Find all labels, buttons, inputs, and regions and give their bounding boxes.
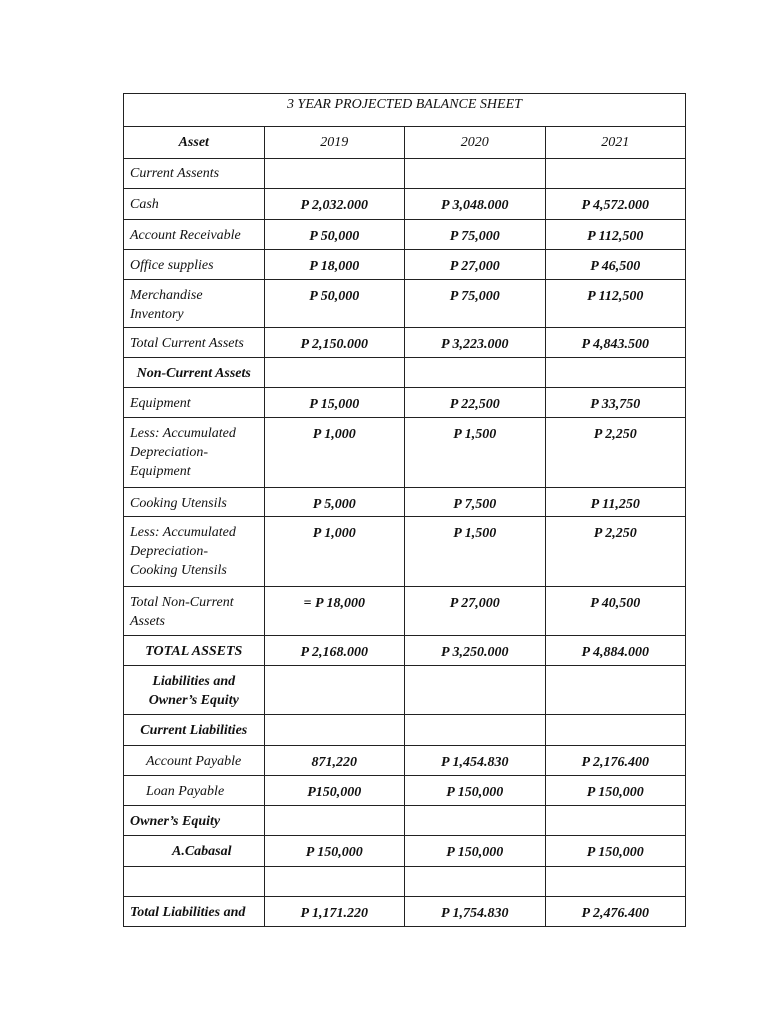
row-value: P 1,454.830	[405, 746, 546, 776]
row-value: P 27,000	[405, 250, 546, 280]
row-value: P 2,250	[545, 517, 686, 587]
header-year-2021: 2021	[545, 127, 686, 159]
row-value: P 1,500	[405, 418, 546, 488]
row-value	[264, 806, 405, 836]
row-value: P 1,171.220	[264, 897, 405, 927]
header-year-2020: 2020	[405, 127, 546, 159]
row-value	[545, 666, 686, 715]
row-value: P 2,476.400	[545, 897, 686, 927]
row-value	[405, 358, 546, 388]
row-value	[264, 358, 405, 388]
row-value: P 27,000	[405, 587, 546, 636]
row-value: P 75,000	[405, 220, 546, 250]
row-label	[124, 867, 265, 897]
row-value: P 50,000	[264, 220, 405, 250]
table-title: 3 YEAR PROJECTED BALANCE SHEET	[124, 94, 686, 127]
row-value: P 2,176.400	[545, 746, 686, 776]
row-value: P 2,168.000	[264, 636, 405, 666]
row-value: P 3,223.000	[405, 328, 546, 358]
row-value: P 1,500	[405, 517, 546, 587]
row-value	[264, 867, 405, 897]
row-value: P 50,000	[264, 280, 405, 328]
row-label: Less: Accumulated Depreciation- Equipment	[124, 418, 265, 488]
row-label: Account Receivable	[124, 220, 265, 250]
row-value: P 1,000	[264, 418, 405, 488]
row-label: Cooking Utensils	[124, 488, 265, 517]
row-value: P 40,500	[545, 587, 686, 636]
row-value: P 3,250.000	[405, 636, 546, 666]
row-value: P 112,500	[545, 220, 686, 250]
row-value: P 150,000	[545, 836, 686, 867]
row-value	[405, 666, 546, 715]
row-value	[405, 867, 546, 897]
row-value: P 75,000	[405, 280, 546, 328]
row-value: P 2,032.000	[264, 189, 405, 220]
row-value: P 33,750	[545, 388, 686, 418]
row-value	[545, 159, 686, 189]
row-value: P 150,000	[405, 776, 546, 806]
row-value: P 4,884.000	[545, 636, 686, 666]
row-label: Liabilities and Owner’s Equity	[124, 666, 265, 715]
row-value: P 1,754.830	[405, 897, 546, 927]
row-value: P 22,500	[405, 388, 546, 418]
row-label: A.Cabasal	[124, 836, 265, 867]
row-label: TOTAL ASSETS	[124, 636, 265, 666]
row-value: P150,000	[264, 776, 405, 806]
row-value: P 3,048.000	[405, 189, 546, 220]
row-label: Owner’s Equity	[124, 806, 265, 836]
row-value	[264, 666, 405, 715]
row-label: Less: Accumulated Depreciation- Cooking Utensils	[124, 517, 265, 587]
row-value	[405, 159, 546, 189]
row-value: P 4,843.500	[545, 328, 686, 358]
row-value: P 7,500	[405, 488, 546, 517]
row-value	[545, 715, 686, 746]
row-value: P 11,250	[545, 488, 686, 517]
row-label: Cash	[124, 189, 265, 220]
row-value: P 2,150.000	[264, 328, 405, 358]
row-value	[405, 806, 546, 836]
row-label: Total Liabilities and	[124, 897, 265, 927]
row-label: Merchandise Inventory	[124, 280, 265, 328]
row-label: Account Payable	[124, 746, 265, 776]
row-label: Total Current Assets	[124, 328, 265, 358]
header-asset: Asset	[124, 127, 265, 159]
row-value: P 2,250	[545, 418, 686, 488]
row-value: P 150,000	[405, 836, 546, 867]
header-year-2019: 2019	[264, 127, 405, 159]
row-value: P 4,572.000	[545, 189, 686, 220]
row-value: P 150,000	[545, 776, 686, 806]
row-label: Non-Current Assets	[124, 358, 265, 388]
row-value: 871,220	[264, 746, 405, 776]
row-value	[545, 806, 686, 836]
row-label: Loan Payable	[124, 776, 265, 806]
balance-sheet-table	[123, 93, 686, 927]
row-value: P 112,500	[545, 280, 686, 328]
row-label: Equipment	[124, 388, 265, 418]
row-value	[405, 715, 546, 746]
row-label: Total Non-Current Assets	[124, 587, 265, 636]
row-value: P 18,000	[264, 250, 405, 280]
row-value: P 15,000	[264, 388, 405, 418]
row-value	[545, 867, 686, 897]
row-value	[264, 159, 405, 189]
row-value: = P 18,000	[264, 587, 405, 636]
row-value: P 1,000	[264, 517, 405, 587]
row-value	[264, 715, 405, 746]
row-value: P 46,500	[545, 250, 686, 280]
row-value: P 150,000	[264, 836, 405, 867]
row-value: P 5,000	[264, 488, 405, 517]
row-value	[545, 358, 686, 388]
row-label: Current Assents	[124, 159, 265, 189]
row-label: Office supplies	[124, 250, 265, 280]
row-label: Current Liabilities	[124, 715, 265, 746]
